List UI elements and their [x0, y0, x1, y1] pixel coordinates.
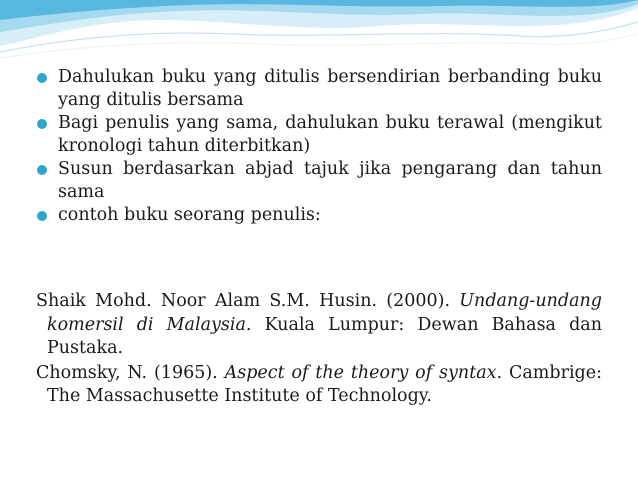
reference-entry	[36, 362, 602, 409]
bullet-item	[36, 66, 602, 112]
filled-circle-bullet-icon	[37, 165, 47, 175]
bullet-text: Susun berdasarkan abjad tajuk jika pengarang dan tahun sama	[58, 159, 602, 202]
bullet-item	[36, 158, 602, 204]
reference-title: Undang-undang komersil di Malaysia	[47, 291, 602, 335]
bullet-item	[36, 204, 602, 227]
bullet-text: contoh buku seorang penulis:	[58, 205, 321, 225]
reference-publisher: . Cambrige: The Massachusette Institute of Technology.	[47, 362, 603, 406]
reference-title: Aspect of the theory of syntax	[224, 362, 497, 383]
bullet-text: Dahulukan buku yang ditulis bersendirian berbanding buku yang ditulis bersama	[58, 67, 602, 110]
filled-circle-bullet-icon	[37, 73, 47, 83]
wave-header-decoration	[0, 0, 638, 70]
filled-circle-bullet-icon	[37, 119, 47, 129]
bullet-list	[36, 66, 602, 227]
reference-entry	[36, 290, 602, 361]
reference-authors-year: Shaik Mohd. Noor Alam S.M. Husin. (2000).	[36, 291, 460, 311]
bullet-text: Bagi penulis yang sama, dahulukan buku terawal (mengikut kronologi tahun diterbitkan)	[58, 113, 602, 156]
filled-circle-bullet-icon	[37, 211, 47, 221]
reference-authors-year: Chomsky, N. (1965).	[36, 362, 225, 383]
reference-list	[36, 290, 602, 410]
reference-publisher: . Kuala Lumpur: Dewan Bahasa dan Pustaka.	[47, 314, 602, 358]
bullet-item	[36, 112, 602, 158]
